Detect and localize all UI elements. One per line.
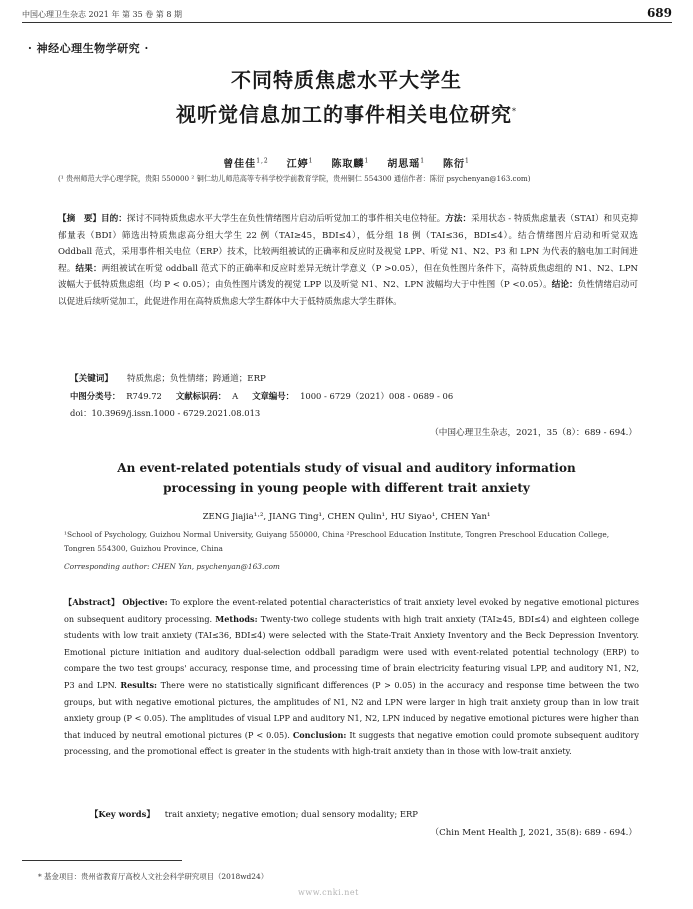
page-number: 689 <box>646 6 672 20</box>
title-footnote-mark: * <box>512 107 517 116</box>
title-cn <box>0 65 693 131</box>
citation-cn: （中国心理卫生杂志，2021，35（8）：689 - 694.） <box>430 428 637 438</box>
objective-label-en: Objective: <box>122 597 168 607</box>
watermark: www.cnki.net <box>298 888 359 897</box>
methods-label-en: Methods: <box>215 613 258 624</box>
abstract-cn <box>58 211 638 311</box>
objective-cn: 探讨不同特质焦虑水平大学生在负性情绪图片启动后听觉加工的事件相关电位特征。 <box>126 214 446 224</box>
doc-code-value: A <box>232 391 239 401</box>
footnote-rule <box>22 860 182 861</box>
section-tag: · 神经心理生物学研究 · <box>28 42 149 55</box>
keywords-cn-label: 【关键词】 <box>70 374 113 384</box>
keywords-cn <box>70 372 640 384</box>
keywords-en <box>90 808 640 820</box>
results-cn: 两组被试在听觉 oddball 范式下的正确率和反应时差异无统计学意义（P >0.05），但在负性图片条件下，高特质焦虑组的 N1、N2、LPN 波幅大于低特质焦虑组（均 P < 0.05）；由负性图片诱发的视觉 LPP 以及听觉 N1、N2、LPN 波幅均大于中性图（P <0.05）。 <box>58 263 638 291</box>
authors-cn <box>0 155 693 170</box>
keywords-cn-text: 特质焦虑；负性情绪；跨通道；ERP <box>126 374 266 384</box>
methods-label-cn: 方法： <box>445 214 472 224</box>
methods-cn: 采用状态 - 特质焦虑量表（STAI）和贝克抑郁量表（BDI）筛选出特质焦虑高分组大学生 22 例（TAI≥45，BDI≤4），低分组 18 例（TAI≤36，BDI≤4）。结合情绪图片启动和听觉双选 Oddball 范式，采用事件相关电位（ERP）技术，比较两组被试的正确率和反应时及视觉 LPP、听觉 N1、N2、P3 和 LPN 为代表的脑电加工时间进程。 <box>58 214 638 274</box>
abstract-cn-label: 【摘 要】 <box>58 214 102 224</box>
funding-footnote: * 基金项目：贵州省教育厅高校人文社会科学研究项目（2018wd24） <box>38 872 269 881</box>
running-header <box>22 6 672 22</box>
header-rule <box>22 22 672 23</box>
journal-issue: 中国心理卫生杂志 2021 年 第 35 卷 第 8 期 <box>22 10 182 19</box>
abstract-en <box>64 594 639 760</box>
results-label-en: Results: <box>120 679 158 690</box>
author-cn: 陈取麟$^1$ <box>331 157 370 170</box>
objective-en: To explore the event-related potential characteristics of trait anxiety level evoked by negative emotional pictures on subsequent auditory processing. <box>64 597 639 624</box>
doi: doi：10.3969/j.issn.1000 - 6729.2021.08.013 <box>70 408 261 418</box>
results-label-cn: 结果： <box>75 263 102 274</box>
results-en: There were no statistically significant differences (P > 0.05) in the accuracy and response time between the two groups, but with negative emotional pictures, the amplitudes of N1, N2 and LPN were larger in high trait anxiety group than in low trait anxiety group (P < 0.05). The amplitudes of visual LPP and auditory N1, N2, LPN induced by negative emotional pictures were higher than that induced by neutral emotional pictures (P < 0.05). <box>64 679 640 740</box>
article-number-label: 文章编号： <box>252 391 295 401</box>
author-cn: 曾佳佳$^{1,2}$ <box>223 157 269 170</box>
title-en-line-1: An event-related potentials study of visual and auditory information <box>117 461 576 475</box>
affiliation-en: ¹School of Psychology, Guizhou Normal University, Guiyang 550000, China ²Preschool Education Institute, Tongren Preschool Education College, Tongren 554300, Guizhou Province, China <box>64 530 610 553</box>
doc-code-label: 文献标识码： <box>175 391 227 401</box>
title-en-line-2: processing in young people with different trait anxiety <box>163 481 530 495</box>
title-cn-line-2: 视听觉信息加工的事件相关电位研究* <box>176 102 517 127</box>
keywords-en-label: 【Key words】 <box>90 809 155 819</box>
title-en <box>0 458 693 498</box>
author-cn: 胡思瑶$^1$ <box>387 157 426 170</box>
abstract-en-label: 【Abstract】 <box>64 597 120 607</box>
author-cn: 陈衍$^1$ <box>442 157 470 170</box>
article-number-value: 1000 - 6729（2021）008 - 0689 - 06 <box>300 391 454 401</box>
keywords-en-text: trait anxiety; negative emotion; dual sensory modality; ERP <box>164 809 418 819</box>
conclusion-label-en: Conclusion: <box>292 729 347 740</box>
classification-line <box>70 390 640 402</box>
authors-en: ZENG Jiajia¹·², JIANG Ting¹, CHEN Qulin¹, HU Siyao¹, CHEN Yan¹ <box>202 512 491 522</box>
title-cn-line-1: 不同特质焦虑水平大学生 <box>231 68 462 92</box>
methods-en: Twenty-two college students with high trait anxiety (TAI≥45, BDI≤4) and eighteen college students with low trait anxiety (TAI≤36, BDI≤4) were selected with the State-Trait Anxiety Inventory and the Beck Depression Inventory. Emotional picture initiation and auditory dual-selection oddball paradigm were used with event-related potential technology (ERP) to compare the two test groups' accuracy, response time, and processing time of brain electricity featuring visual LPP, and auditory N1, N2, P3 and LPN. <box>64 613 639 690</box>
citation-en: （Chin Ment Health J, 2021, 35(8): 689 - 694.） <box>430 828 637 838</box>
clc-label: 中图分类号： <box>70 391 121 401</box>
corresponding-author-en: Corresponding author: CHEN Yan, psychenyan@163.com <box>64 562 280 571</box>
author-cn: 江婷$^1$ <box>286 157 314 170</box>
clc-value: R749.72 <box>126 391 162 401</box>
affiliation-cn: (¹ 贵州师范大学心理学院，贵阳 550000 ² 铜仁幼儿师范高等专科学校学前教育学院，贵州铜仁 554300 通信作者：陈衍 psychenyan@163.com) <box>58 174 531 183</box>
conclusion-en: It suggests that negative emotion could promote subsequent auditory processing, and the promotional effect is greater in the students with high-trait anxiety than in those with low-trait anxiety. <box>64 729 639 757</box>
conclusion-label-cn: 结论： <box>551 280 578 291</box>
objective-label-cn: 目的： <box>101 214 127 224</box>
conclusion-cn: 负性情绪启动可以促进后续听觉加工，此促进作用在高特质焦虑大学生群体中大于低特质焦虑大学生群体。 <box>58 280 638 307</box>
